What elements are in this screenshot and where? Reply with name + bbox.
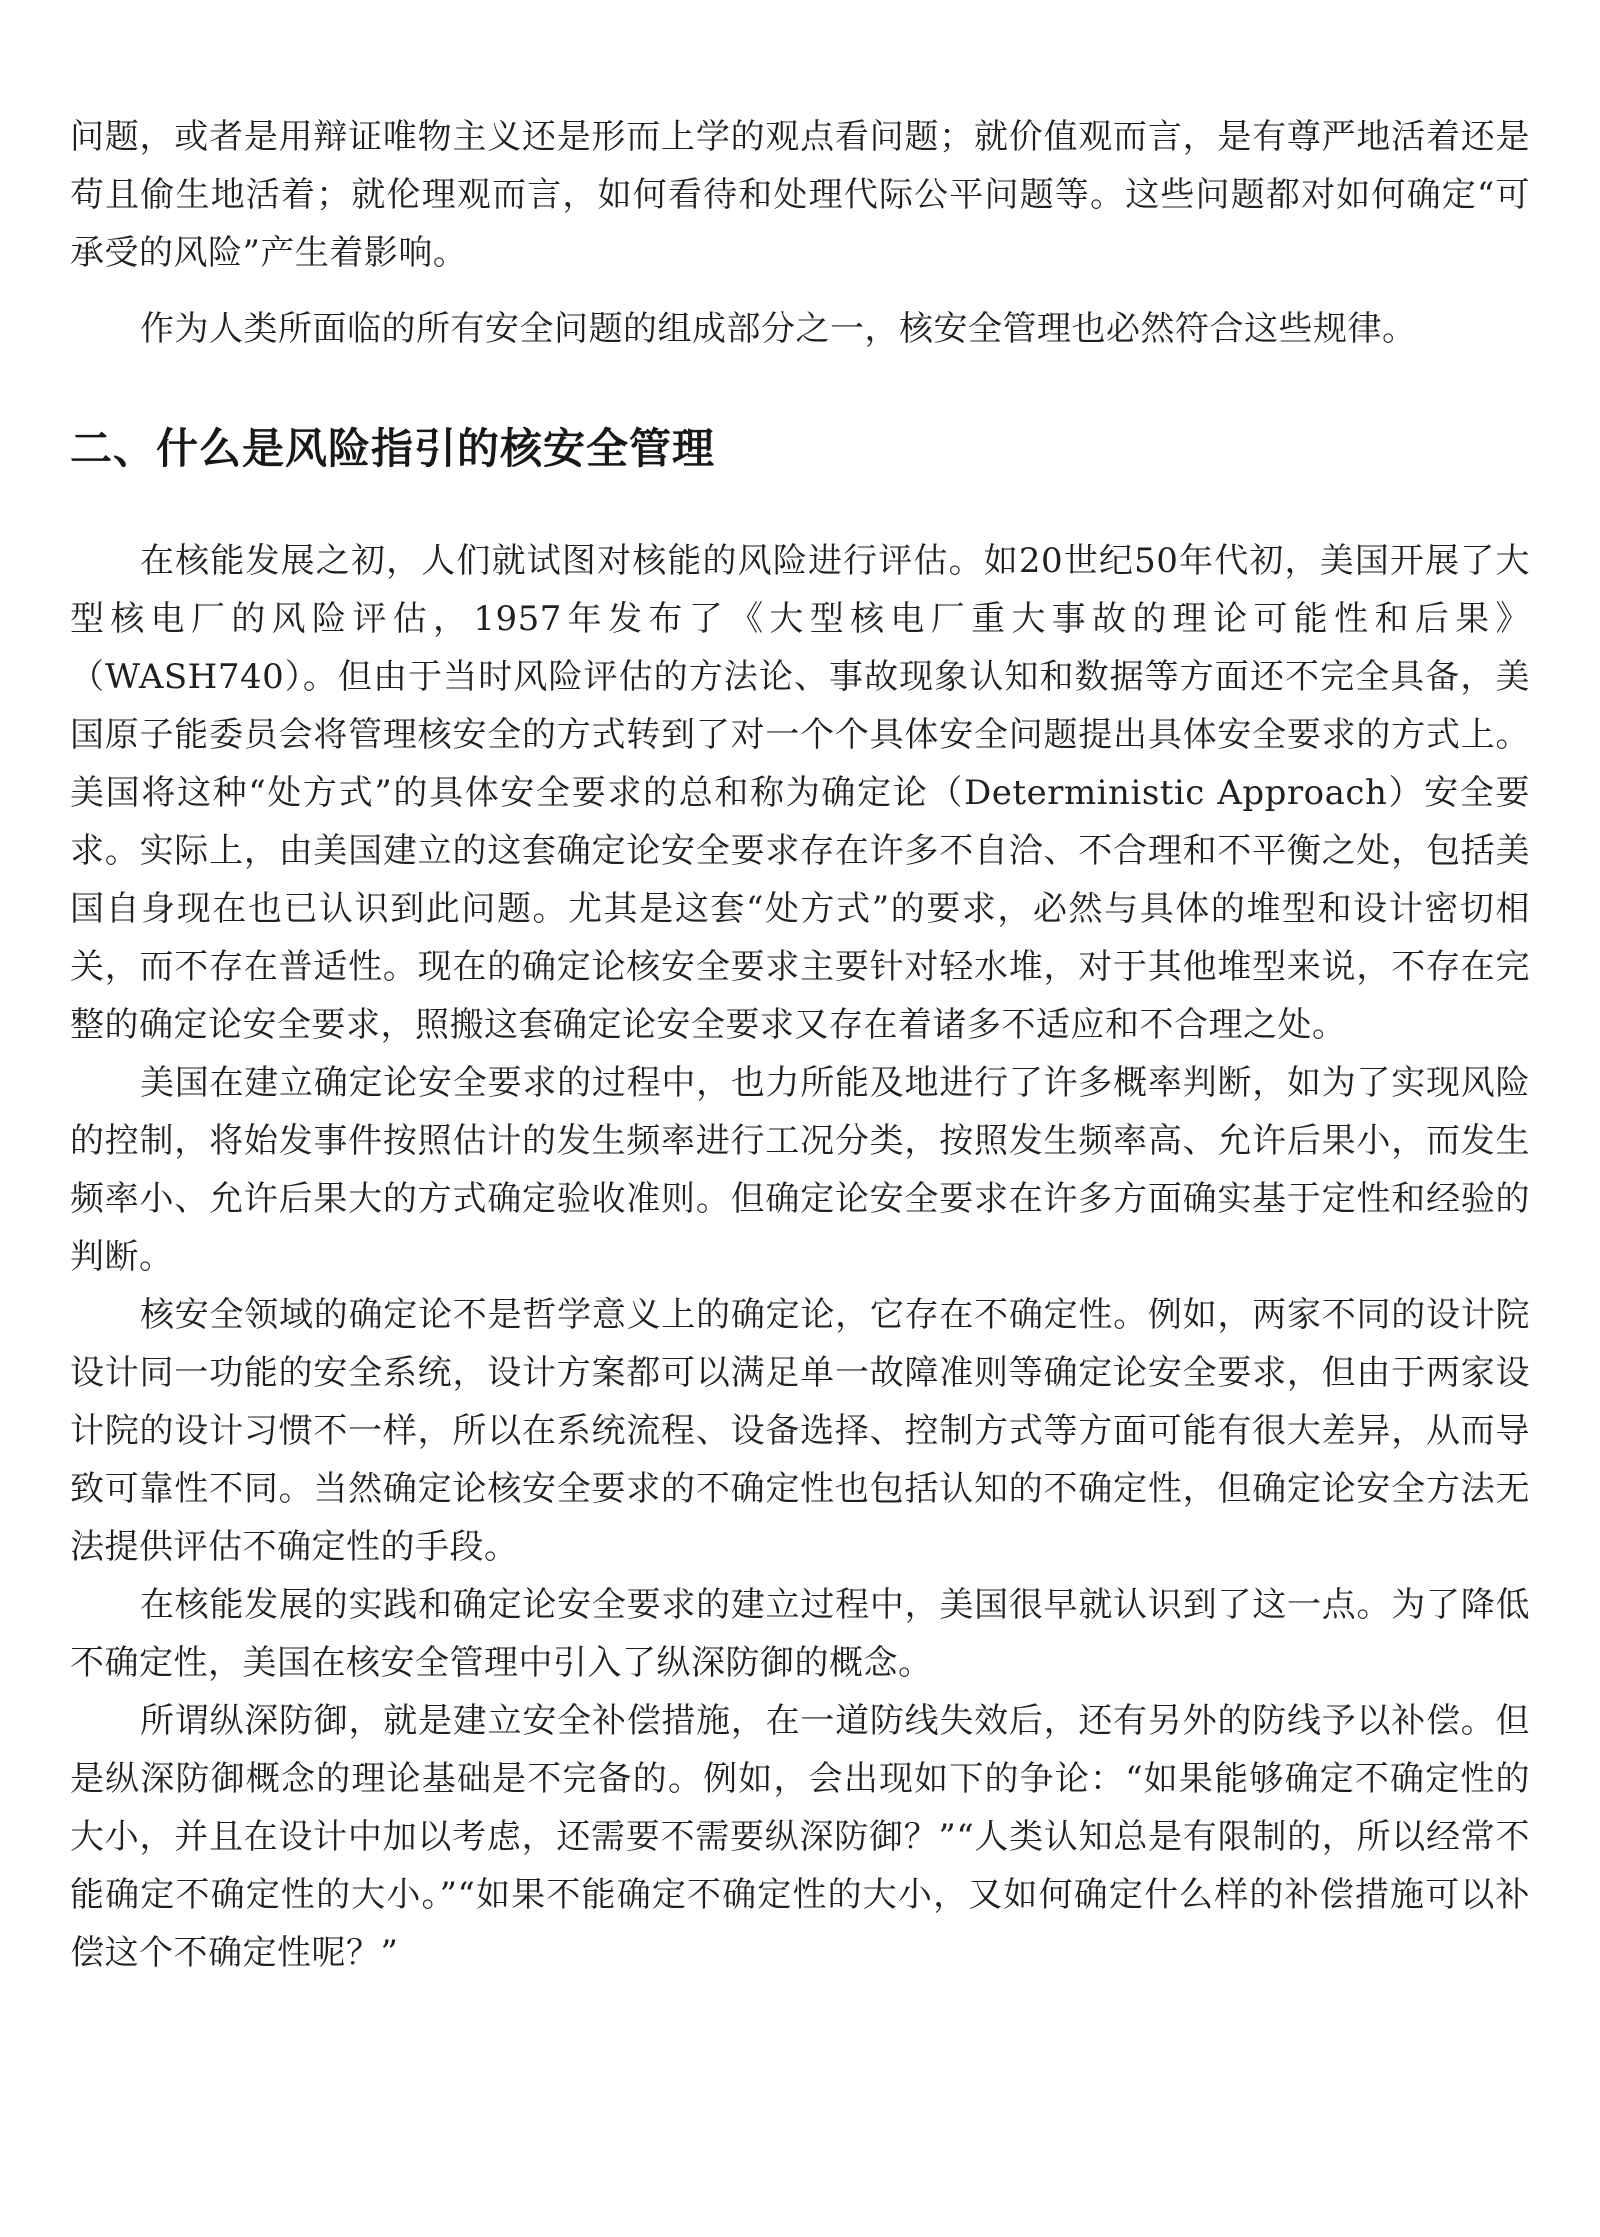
paragraph-continued: 问题，或者是用辩证唯物主义还是形而上学的观点看问题；就价值观而言，是有尊严地活着还是苟且偷生地活着；就伦理观而言，如何看待和处理代际公平问题等。这些问题都对如何确定“可承受的风险”产生着影响。 <box>70 117 1530 273</box>
paragraph-defense-in-depth-debate: 所谓纵深防御，就是建立安全补偿措施，在一道防线失效后，还有另外的防线予以补偿。但是纵深防御概念的理论基础是不完备的。例如，会出现如下的争论：“如果能够确定不确定性的大小，并且在设计中加以考虑，还需要不需要纵深防御？”“人类认知总是有限制的，所以经常不能确定不确定性的大小。”“如果不能确定不确定性的大小，又如何确定什么样的补偿措施可以补偿这个不确定性呢？” <box>70 1701 1530 1973</box>
paragraph-defense-in-depth-intro: 在核能发展的实践和确定论安全要求的建立过程中，美国很早就认识到了这一点。为了降低不确定性，美国在核安全管理中引入了纵深防御的概念。 <box>70 1585 1530 1683</box>
paragraph-risk-assessment-history: 在核能发展之初，人们就试图对核能的风险进行评估。如20世纪50年代初，美国开展了大型核电厂的风险评估，1957年发布了《大型核电厂重大事故的理论可能性和后果》（WASH740）。但由于当时风险评估的方法论、事故现象认知和数据等方面还不完全具备，美国原子能委员会将管理核安全的方式转到了对一个个具体安全问题提出具体安全要求的方式上。美国将这种“处方式”的具体安全要求的总和称为确定论（Deterministic Approach）安全要求。实际上，由美国建立的这套确定论安全要求存在许多不自洽、不合理和不平衡之处，包括美国自身现在也已认识到此问题。尤其是这套“处方式”的要求，必然与具体的堆型和设计密切相关，而不存在普适性。现在的确定论核安全要求主要针对轻水堆，对于其他堆型来说，不存在完整的确定论安全要求，照搬这套确定论安全要求又存在着诸多不适应和不合理之处。 <box>70 541 1530 1045</box>
paragraph-nuclear-safety-rules: 作为人类所面临的所有安全问题的组成部分之一，核安全管理也必然符合这些规律。 <box>140 309 1417 349</box>
section-body <box>70 532 1530 1982</box>
paragraph-probability-judgement: 美国在建立确定论安全要求的过程中，也力所能及地进行了许多概率判断，如为了实现风险的控制，将始发事件按照估计的发生频率进行工况分类，按照发生频率高、允许后果小，而发生频率小、允许后果大的方式确定验收准则。但确定论安全要求在许多方面确实基于定性和经验的判断。 <box>70 1063 1530 1277</box>
section-heading: 二、什么是风险指引的核安全管理 <box>70 424 716 473</box>
paragraph-determinism-uncertainty: 核安全领域的确定论不是哲学意义上的确定论，它存在不确定性。例如，两家不同的设计院设计同一功能的安全系统，设计方案都可以满足单一故障准则等确定论安全要求，但由于两家设计院的设计习惯不一样，所以在系统流程、设备选择、控制方式等方面可能有很大差异，从而导致可靠性不同。当然确定论核安全要求的不确定性也包括认知的不确定性，但确定论安全方法无法提供评估不确定性的手段。 <box>70 1295 1530 1567</box>
